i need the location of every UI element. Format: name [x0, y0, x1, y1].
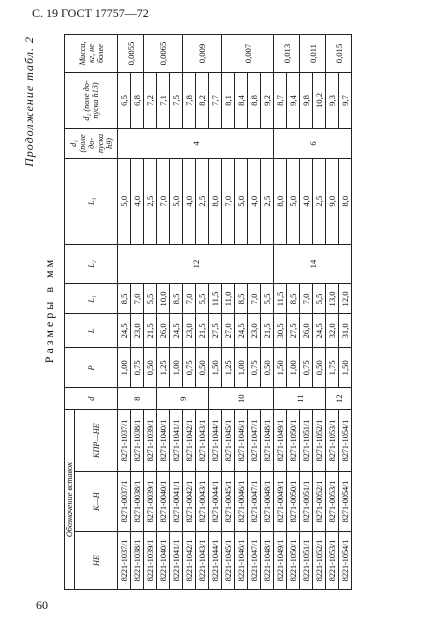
cell-d2: 6,8 [131, 73, 144, 129]
cell-l: 31,0 [339, 314, 352, 348]
cell-kn: 8271-0047/1 [248, 472, 261, 532]
cell-kpr: 8271-1037/1 [118, 410, 131, 472]
cell-he: 8221-1052/1 [313, 532, 326, 590]
cell-l: 24,5 [313, 314, 326, 348]
rotated-content [20, 30, 417, 590]
cell-l: 26,0 [300, 314, 313, 348]
cell-l: 30,5 [274, 314, 287, 348]
cell-mass: 0,0065 [144, 35, 183, 73]
cell-kpr: 8271-1038/1 [131, 410, 144, 472]
cell-l: 24,5 [118, 314, 131, 348]
cell-he: 8221-1050/1 [287, 532, 300, 590]
col-l: L [65, 314, 118, 348]
cell-kn: 8271-0044/1 [209, 472, 222, 532]
cell-kn: 8271-0039/1 [144, 472, 157, 532]
inserts-table [64, 34, 352, 590]
cell-l3: 5,0 [118, 158, 131, 244]
col-mass: Масса, кг, не более [65, 35, 118, 73]
cell-kn: 8271-0053/1 [326, 472, 339, 532]
cell-l3: 4,0 [300, 158, 313, 244]
table-row [313, 35, 326, 590]
table-row [300, 35, 313, 590]
cell-d: 11 [274, 388, 326, 410]
cell-l1: 5,5 [261, 284, 274, 314]
cell-kpr: 8271-1041/1 [170, 410, 183, 472]
cell-kn: 8271-0052/1 [313, 472, 326, 532]
cell-d2: 8,8 [248, 73, 261, 129]
col-l3: L₃ [65, 158, 118, 244]
cell-he: 8221-1039/1 [144, 532, 157, 590]
cell-l1: 10,0 [157, 284, 170, 314]
cell-p: 1,50 [274, 348, 287, 388]
cell-l1: 13,0 [326, 284, 339, 314]
cell-p: 0,75 [131, 348, 144, 388]
cell-kpr: 8271-1040/1 [157, 410, 170, 472]
cell-he: 8221-1043/1 [196, 532, 209, 590]
cell-mass: 0,009 [183, 35, 222, 73]
cell-he: 8221-1046/1 [235, 532, 248, 590]
table-row [261, 35, 274, 590]
cell-l: 23,0 [248, 314, 261, 348]
cell-d2: 9,4 [287, 73, 300, 129]
cell-kpr: 8271-1054/1 [339, 410, 352, 472]
cell-p: 1,00 [118, 348, 131, 388]
cell-he: 8221-1042/1 [183, 532, 196, 590]
cell-d: 10 [209, 388, 274, 410]
cell-l3: 8,0 [274, 158, 287, 244]
cell-l1: 11,0 [222, 284, 235, 314]
cell-he: 8221-1047/1 [248, 532, 261, 590]
table-row [183, 35, 196, 590]
cell-mass: 0,011 [300, 35, 326, 73]
cell-l: 26,0 [157, 314, 170, 348]
table-row [222, 35, 235, 590]
cell-d2: 7,2 [144, 73, 157, 129]
cell-l: 27,5 [287, 314, 300, 348]
table-row [131, 35, 144, 590]
cell-p: 0,50 [313, 348, 326, 388]
col-l1: L₁ [65, 284, 118, 314]
cell-mass: 0,007 [222, 35, 274, 73]
cell-p: 1,25 [222, 348, 235, 388]
cell-kn: 8271-0045/1 [222, 472, 235, 532]
cell-he: 8221-1037/1 [118, 532, 131, 590]
cell-d1: 4 [118, 128, 274, 158]
cell-p: 1,00 [235, 348, 248, 388]
cell-he: 8221-1051/1 [300, 532, 313, 590]
cell-l3: 2,5 [144, 158, 157, 244]
cell-d2: 8,1 [222, 73, 235, 129]
cell-d2: 8,4 [235, 73, 248, 129]
page-header: С. 19 ГОСТ 17757—72 [32, 6, 149, 20]
cell-l1: 8,5 [235, 284, 248, 314]
cell-kn: 8271-0050/1 [287, 472, 300, 532]
cell-d2: 10,2 [313, 73, 326, 129]
cell-l: 27,5 [209, 314, 222, 348]
cell-l: 24,5 [235, 314, 248, 348]
cell-l1: 8,5 [170, 284, 183, 314]
table-row [235, 35, 248, 590]
cell-l1: 8,5 [118, 284, 131, 314]
cell-kpr: 8271-1050/1 [287, 410, 300, 472]
cell-he: 8221-1053/1 [326, 532, 339, 590]
cell-p: 0,50 [261, 348, 274, 388]
cell-he: 8221-1040/1 [157, 532, 170, 590]
cell-kpr: 8271-1049/1 [274, 410, 287, 472]
col-d2: d₂ (поле до-пуска h13) [65, 73, 118, 129]
cell-l2: 12 [118, 244, 274, 284]
cell-l: 27,0 [222, 314, 235, 348]
cell-kn: 8271-0038/1 [131, 472, 144, 532]
cell-d: 9 [157, 388, 209, 410]
table-row [144, 35, 157, 590]
cell-l3: 4,0 [183, 158, 196, 244]
table-row [170, 35, 183, 590]
cell-kn: 8271-0041/1 [170, 472, 183, 532]
cell-kpr: 8271-1042/1 [183, 410, 196, 472]
cell-l2: 14 [274, 244, 352, 284]
table-row [157, 35, 170, 590]
cell-kpr: 8271-1051/1 [300, 410, 313, 472]
cell-d2: 7,5 [170, 73, 183, 129]
cell-kpr: 8271-1047/1 [248, 410, 261, 472]
cell-p: 0,75 [183, 348, 196, 388]
cell-kpr: 8271-1053/1 [326, 410, 339, 472]
table-row [196, 35, 209, 590]
cell-he: 8221-1038/1 [131, 532, 144, 590]
cell-l3: 4,0 [248, 158, 261, 244]
table-row [248, 35, 261, 590]
cell-d2: 9,2 [261, 73, 274, 129]
cell-l: 21,5 [144, 314, 157, 348]
table-row [339, 35, 352, 590]
cell-kpr: 8271-1045/1 [222, 410, 235, 472]
cell-d2: 9,7 [339, 73, 352, 129]
cell-he: 8221-1044/1 [209, 532, 222, 590]
cell-l: 32,0 [326, 314, 339, 348]
cell-d2: 8,2 [196, 73, 209, 129]
rotated-table-area [20, 30, 417, 590]
cell-kn: 8271-0040/1 [157, 472, 170, 532]
table-row [287, 35, 300, 590]
cell-d2: 7,7 [209, 73, 222, 129]
cell-he: 8221-1048/1 [261, 532, 274, 590]
cell-d2: 9,3 [326, 73, 339, 129]
cell-kpr: 8271-1046/1 [235, 410, 248, 472]
cell-l3: 4,0 [131, 158, 144, 244]
table-row [118, 35, 131, 590]
cell-he: 8221-1054/1 [339, 532, 352, 590]
cell-l3: 5,0 [235, 158, 248, 244]
table-header-row [65, 35, 75, 590]
cell-l: 23,0 [131, 314, 144, 348]
cell-p: 1,50 [209, 348, 222, 388]
cell-d: 12 [326, 388, 352, 410]
cell-kn: 8271-0037/1 [118, 472, 131, 532]
cell-d2: 7,8 [183, 73, 196, 129]
cell-l1: 5,5 [196, 284, 209, 314]
cell-l1: 12,0 [339, 284, 352, 314]
cell-l1: 7,0 [248, 284, 261, 314]
cell-p: 1,50 [339, 348, 352, 388]
cell-p: 0,50 [144, 348, 157, 388]
cell-d: 8 [118, 388, 157, 410]
cell-p: 0,75 [248, 348, 261, 388]
cell-l3: 8,0 [209, 158, 222, 244]
cell-l1: 11,5 [209, 284, 222, 314]
table-row [326, 35, 339, 590]
cell-kn: 8271-0048/1 [261, 472, 274, 532]
cell-l3: 2,5 [196, 158, 209, 244]
table-row [274, 35, 287, 590]
cell-p: 0,75 [300, 348, 313, 388]
cell-he: 8221-1041/1 [170, 532, 183, 590]
col-d: d [65, 388, 118, 410]
cell-l1: 7,0 [300, 284, 313, 314]
cell-p: 1,00 [170, 348, 183, 388]
col-kn: К—Н [75, 472, 118, 532]
cell-d2: 8,7 [274, 73, 287, 129]
cell-l3: 9,0 [326, 158, 339, 244]
col-kpr: КПР—НЕ [75, 410, 118, 472]
cell-l3: 7,0 [157, 158, 170, 244]
cell-kpr: 8271-1043/1 [196, 410, 209, 472]
cell-l1: 11,5 [274, 284, 287, 314]
group-header: Обозначение вставок [65, 410, 75, 590]
col-he: НЕ [75, 532, 118, 590]
cell-d1: 6 [274, 128, 352, 158]
cell-p: 1,75 [326, 348, 339, 388]
cell-d2: 9,8 [300, 73, 313, 129]
cell-l1: 5,5 [313, 284, 326, 314]
cell-l1: 5,5 [144, 284, 157, 314]
cell-l3: 5,0 [287, 158, 300, 244]
cell-p: 0,50 [196, 348, 209, 388]
cell-he: 8221-1049/1 [274, 532, 287, 590]
cell-kpr: 8271-1052/1 [313, 410, 326, 472]
cell-l: 23,0 [183, 314, 196, 348]
table-row [209, 35, 222, 590]
page-number: 60 [36, 598, 48, 612]
cell-mass: 0,0055 [118, 35, 144, 73]
cell-kn: 8271-0046/1 [235, 472, 248, 532]
cell-kpr: 8271-1048/1 [261, 410, 274, 472]
cell-l1: 7,0 [183, 284, 196, 314]
cell-kpr: 8271-1044/1 [209, 410, 222, 472]
cell-mass: 0,013 [274, 35, 300, 73]
cell-l3: 2,5 [313, 158, 326, 244]
cell-l3: 7,0 [222, 158, 235, 244]
cell-l1: 8,5 [287, 284, 300, 314]
cell-kn: 8271-0049/1 [274, 472, 287, 532]
cell-l: 24,5 [170, 314, 183, 348]
sizes-title: Размеры в мм [42, 256, 56, 364]
cell-l3: 2,5 [261, 158, 274, 244]
cell-kn: 8271-0051/1 [300, 472, 313, 532]
cell-kn: 8271-0042/1 [183, 472, 196, 532]
col-p: P [65, 348, 118, 388]
cell-mass: 0,015 [326, 35, 352, 73]
cell-l3: 8,0 [339, 158, 352, 244]
cell-l: 21,5 [196, 314, 209, 348]
cell-kpr: 8271-1039/1 [144, 410, 157, 472]
cell-kn: 8271-0054/1 [339, 472, 352, 532]
col-d1: d₁ (поле до-пуска h9) [65, 128, 118, 158]
col-l2: L₂ [65, 244, 118, 284]
continuation-label: Продолжение табл. 2 [22, 36, 36, 167]
cell-d2: 6,5 [118, 73, 131, 129]
cell-l3: 5,0 [170, 158, 183, 244]
cell-p: 1,00 [287, 348, 300, 388]
cell-d2: 7,1 [157, 73, 170, 129]
cell-p: 1,25 [157, 348, 170, 388]
cell-l: 21,5 [261, 314, 274, 348]
cell-l1: 7,0 [131, 284, 144, 314]
cell-he: 8221-1045/1 [222, 532, 235, 590]
cell-kn: 8271-0043/1 [196, 472, 209, 532]
